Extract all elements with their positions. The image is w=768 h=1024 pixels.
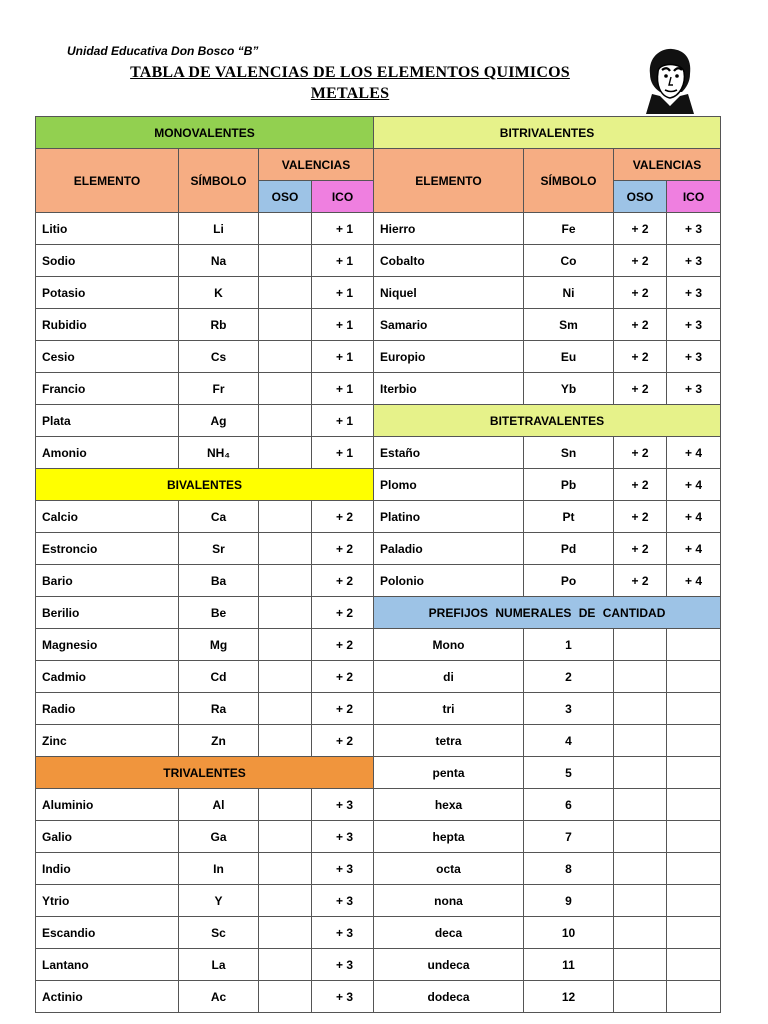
prefix-name: tri [374, 693, 524, 725]
element-name: Litio [36, 213, 179, 245]
valence-ico: + 2 [312, 693, 374, 725]
table-row [36, 981, 721, 1013]
empty-cell [614, 917, 667, 949]
valence-oso [259, 821, 312, 853]
empty-cell [667, 725, 721, 757]
valence-oso: + 2 [614, 501, 667, 533]
valence-oso [259, 885, 312, 917]
valence-ico: + 3 [312, 789, 374, 821]
col-oso-left: OSO [259, 181, 312, 213]
element-symbol: Be [179, 597, 259, 629]
empty-cell [614, 949, 667, 981]
col-elemento-left: ELEMENTO [36, 149, 179, 213]
valence-ico: + 4 [667, 565, 721, 597]
valence-ico: + 3 [667, 213, 721, 245]
valence-oso [259, 309, 312, 341]
valence-oso [259, 501, 312, 533]
valence-oso [259, 277, 312, 309]
empty-cell [667, 885, 721, 917]
element-symbol: Pd [524, 533, 614, 565]
valence-oso: + 2 [614, 245, 667, 277]
valence-oso: + 2 [614, 533, 667, 565]
valence-oso [259, 437, 312, 469]
element-name: Cesio [36, 341, 179, 373]
prefix-number: 1 [524, 629, 614, 661]
table-row [36, 693, 721, 725]
table-row [36, 789, 721, 821]
element-name: Radio [36, 693, 179, 725]
prefix-name: deca [374, 917, 524, 949]
prefix-name: penta [374, 757, 524, 789]
valence-ico: + 4 [667, 533, 721, 565]
prefix-name: di [374, 661, 524, 693]
element-symbol: Zn [179, 725, 259, 757]
empty-cell [614, 821, 667, 853]
table-row [36, 885, 721, 917]
valence-ico: + 1 [312, 309, 374, 341]
table-row [36, 661, 721, 693]
element-name: Magnesio [36, 629, 179, 661]
table-row [36, 757, 721, 789]
valence-oso [259, 981, 312, 1013]
empty-cell [667, 917, 721, 949]
valence-ico: + 3 [667, 373, 721, 405]
valence-oso: + 2 [614, 373, 667, 405]
prefix-number: 10 [524, 917, 614, 949]
valence-ico: + 3 [667, 277, 721, 309]
empty-cell [667, 757, 721, 789]
valence-ico: + 1 [312, 213, 374, 245]
bivalentes-header: BIVALENTES [36, 469, 374, 501]
table-row [36, 821, 721, 853]
col-ico-right: ICO [667, 181, 721, 213]
prefix-number: 11 [524, 949, 614, 981]
element-symbol: Li [179, 213, 259, 245]
valence-oso [259, 789, 312, 821]
element-name: Amonio [36, 437, 179, 469]
element-symbol: Y [179, 885, 259, 917]
valence-ico: + 4 [667, 501, 721, 533]
valence-ico: + 3 [667, 341, 721, 373]
prefix-name: Mono [374, 629, 524, 661]
element-name: Sodio [36, 245, 179, 277]
valence-oso: + 2 [614, 469, 667, 501]
element-name: Calcio [36, 501, 179, 533]
table-row [36, 853, 721, 885]
element-symbol: Ag [179, 405, 259, 437]
valence-ico: + 3 [312, 949, 374, 981]
prefix-name: hexa [374, 789, 524, 821]
valence-ico: + 3 [312, 917, 374, 949]
prefix-number: 12 [524, 981, 614, 1013]
element-symbol: Ra [179, 693, 259, 725]
element-symbol: Po [524, 565, 614, 597]
prefix-number: 5 [524, 757, 614, 789]
valence-ico: + 1 [312, 373, 374, 405]
element-name: Europio [374, 341, 524, 373]
element-name: Potasio [36, 277, 179, 309]
trivalentes-header: TRIVALENTES [36, 757, 374, 789]
valence-ico: + 1 [312, 277, 374, 309]
empty-cell [614, 661, 667, 693]
col-elemento-right: ELEMENTO [374, 149, 524, 213]
element-symbol: Rb [179, 309, 259, 341]
valence-ico: + 2 [312, 725, 374, 757]
element-symbol: La [179, 949, 259, 981]
element-name: Escandio [36, 917, 179, 949]
table-row [36, 373, 721, 405]
empty-cell [614, 629, 667, 661]
valence-ico: + 3 [312, 821, 374, 853]
element-symbol: Pb [524, 469, 614, 501]
table-row [36, 309, 721, 341]
prefijos-header: PREFIJOS NUMERALES DE CANTIDAD [374, 597, 721, 629]
prefix-name: dodeca [374, 981, 524, 1013]
valence-oso [259, 597, 312, 629]
element-name: Hierro [374, 213, 524, 245]
element-symbol: Sr [179, 533, 259, 565]
element-name: Bario [36, 565, 179, 597]
valence-oso [259, 661, 312, 693]
prefix-number: 2 [524, 661, 614, 693]
valence-ico: + 3 [312, 885, 374, 917]
element-name: Samario [374, 309, 524, 341]
valence-oso: + 2 [614, 437, 667, 469]
portrait-image [640, 44, 700, 114]
element-name: Iterbio [374, 373, 524, 405]
table-row [36, 213, 721, 245]
element-symbol: Fe [524, 213, 614, 245]
valence-ico: + 3 [667, 245, 721, 277]
element-symbol: Cd [179, 661, 259, 693]
valence-oso: + 2 [614, 565, 667, 597]
prefix-name: hepta [374, 821, 524, 853]
prefix-name: undeca [374, 949, 524, 981]
valence-ico: + 2 [312, 629, 374, 661]
element-symbol: Fr [179, 373, 259, 405]
element-name: Lantano [36, 949, 179, 981]
empty-cell [667, 789, 721, 821]
bitrivalentes-header: BITRIVALENTES [374, 117, 721, 149]
element-name: Polonio [374, 565, 524, 597]
valence-oso [259, 853, 312, 885]
prefix-number: 6 [524, 789, 614, 821]
valence-table [35, 116, 721, 1013]
valence-ico: + 3 [312, 981, 374, 1013]
table-row [36, 341, 721, 373]
table-row [36, 277, 721, 309]
empty-cell [667, 853, 721, 885]
empty-cell [614, 885, 667, 917]
valence-ico: + 2 [312, 533, 374, 565]
element-symbol: Al [179, 789, 259, 821]
valence-oso [259, 565, 312, 597]
element-name: Francio [36, 373, 179, 405]
valence-ico: + 4 [667, 469, 721, 501]
valence-oso [259, 245, 312, 277]
valence-ico: + 1 [312, 341, 374, 373]
element-symbol: Mg [179, 629, 259, 661]
col-simbolo-right: SÍMBOLO [524, 149, 614, 213]
element-name: Galio [36, 821, 179, 853]
element-name: Platino [374, 501, 524, 533]
element-name: Plomo [374, 469, 524, 501]
empty-cell [614, 981, 667, 1013]
element-name: Zinc [36, 725, 179, 757]
empty-cell [614, 757, 667, 789]
table-row [36, 629, 721, 661]
table-row [36, 405, 721, 437]
empty-cell [614, 853, 667, 885]
prefix-number: 4 [524, 725, 614, 757]
element-symbol: Yb [524, 373, 614, 405]
valence-ico: + 3 [312, 853, 374, 885]
element-name: Niquel [374, 277, 524, 309]
empty-cell [614, 725, 667, 757]
element-name: Ytrio [36, 885, 179, 917]
school-name: Unidad Educativa Don Bosco “B” [67, 44, 259, 58]
col-ico-left: ICO [312, 181, 374, 213]
element-name: Plata [36, 405, 179, 437]
element-name: Estaño [374, 437, 524, 469]
valence-ico: + 2 [312, 565, 374, 597]
element-name: Aluminio [36, 789, 179, 821]
table-row [36, 597, 721, 629]
element-symbol: Sn [524, 437, 614, 469]
table-row [36, 437, 721, 469]
table-row [36, 501, 721, 533]
empty-cell [667, 661, 721, 693]
element-name: Paladio [374, 533, 524, 565]
prefix-number: 7 [524, 821, 614, 853]
valence-ico: + 4 [667, 437, 721, 469]
table-row [36, 469, 721, 501]
valence-oso [259, 533, 312, 565]
col-oso-right: OSO [614, 181, 667, 213]
prefix-number: 3 [524, 693, 614, 725]
monovalentes-header: MONOVALENTES [36, 117, 374, 149]
table-row [36, 245, 721, 277]
valence-oso [259, 629, 312, 661]
table-row [36, 725, 721, 757]
page-title: TABLA DE VALENCIAS DE LOS ELEMENTOS QUIMICOS [130, 64, 570, 81]
element-symbol: Ni [524, 277, 614, 309]
valence-oso [259, 405, 312, 437]
valence-ico: + 2 [312, 501, 374, 533]
element-symbol: Eu [524, 341, 614, 373]
prefix-name: tetra [374, 725, 524, 757]
element-name: Rubidio [36, 309, 179, 341]
valence-oso [259, 693, 312, 725]
prefix-number: 9 [524, 885, 614, 917]
valence-oso: + 2 [614, 213, 667, 245]
empty-cell [667, 981, 721, 1013]
empty-cell [614, 789, 667, 821]
valence-oso [259, 917, 312, 949]
valence-oso [259, 213, 312, 245]
element-symbol: Ga [179, 821, 259, 853]
page-subtitle: METALES [310, 85, 390, 102]
empty-cell [667, 821, 721, 853]
valence-ico: + 3 [667, 309, 721, 341]
valence-ico: + 2 [312, 597, 374, 629]
prefix-name: nona [374, 885, 524, 917]
element-name: Indio [36, 853, 179, 885]
empty-cell [614, 693, 667, 725]
valence-ico: + 1 [312, 245, 374, 277]
element-symbol: Ca [179, 501, 259, 533]
valence-oso [259, 725, 312, 757]
empty-cell [667, 693, 721, 725]
element-symbol: Sm [524, 309, 614, 341]
element-symbol: NH₄ [179, 437, 259, 469]
col-valencias-left: VALENCIAS [259, 149, 374, 181]
element-name: Cadmio [36, 661, 179, 693]
table-row [36, 949, 721, 981]
table-row [36, 917, 721, 949]
element-symbol: Pt [524, 501, 614, 533]
table-row [36, 533, 721, 565]
valence-ico: + 1 [312, 405, 374, 437]
valence-oso: + 2 [614, 309, 667, 341]
bitetravalentes-header: BITETRAVALENTES [374, 405, 721, 437]
element-symbol: Ac [179, 981, 259, 1013]
element-symbol: Co [524, 245, 614, 277]
element-name: Cobalto [374, 245, 524, 277]
col-simbolo-left: SÍMBOLO [179, 149, 259, 213]
element-symbol: Ba [179, 565, 259, 597]
element-symbol: K [179, 277, 259, 309]
element-name: Estroncio [36, 533, 179, 565]
valence-oso [259, 341, 312, 373]
element-name: Berilio [36, 597, 179, 629]
empty-cell [667, 949, 721, 981]
valence-ico: + 2 [312, 661, 374, 693]
valence-oso: + 2 [614, 341, 667, 373]
table-row [36, 565, 721, 597]
valence-oso: + 2 [614, 277, 667, 309]
valence-oso [259, 949, 312, 981]
prefix-number: 8 [524, 853, 614, 885]
element-name: Actinio [36, 981, 179, 1013]
valence-ico: + 1 [312, 437, 374, 469]
col-valencias-right: VALENCIAS [614, 149, 721, 181]
element-symbol: In [179, 853, 259, 885]
empty-cell [667, 629, 721, 661]
element-symbol: Cs [179, 341, 259, 373]
valence-oso [259, 373, 312, 405]
prefix-name: octa [374, 853, 524, 885]
element-symbol: Sc [179, 917, 259, 949]
element-symbol: Na [179, 245, 259, 277]
